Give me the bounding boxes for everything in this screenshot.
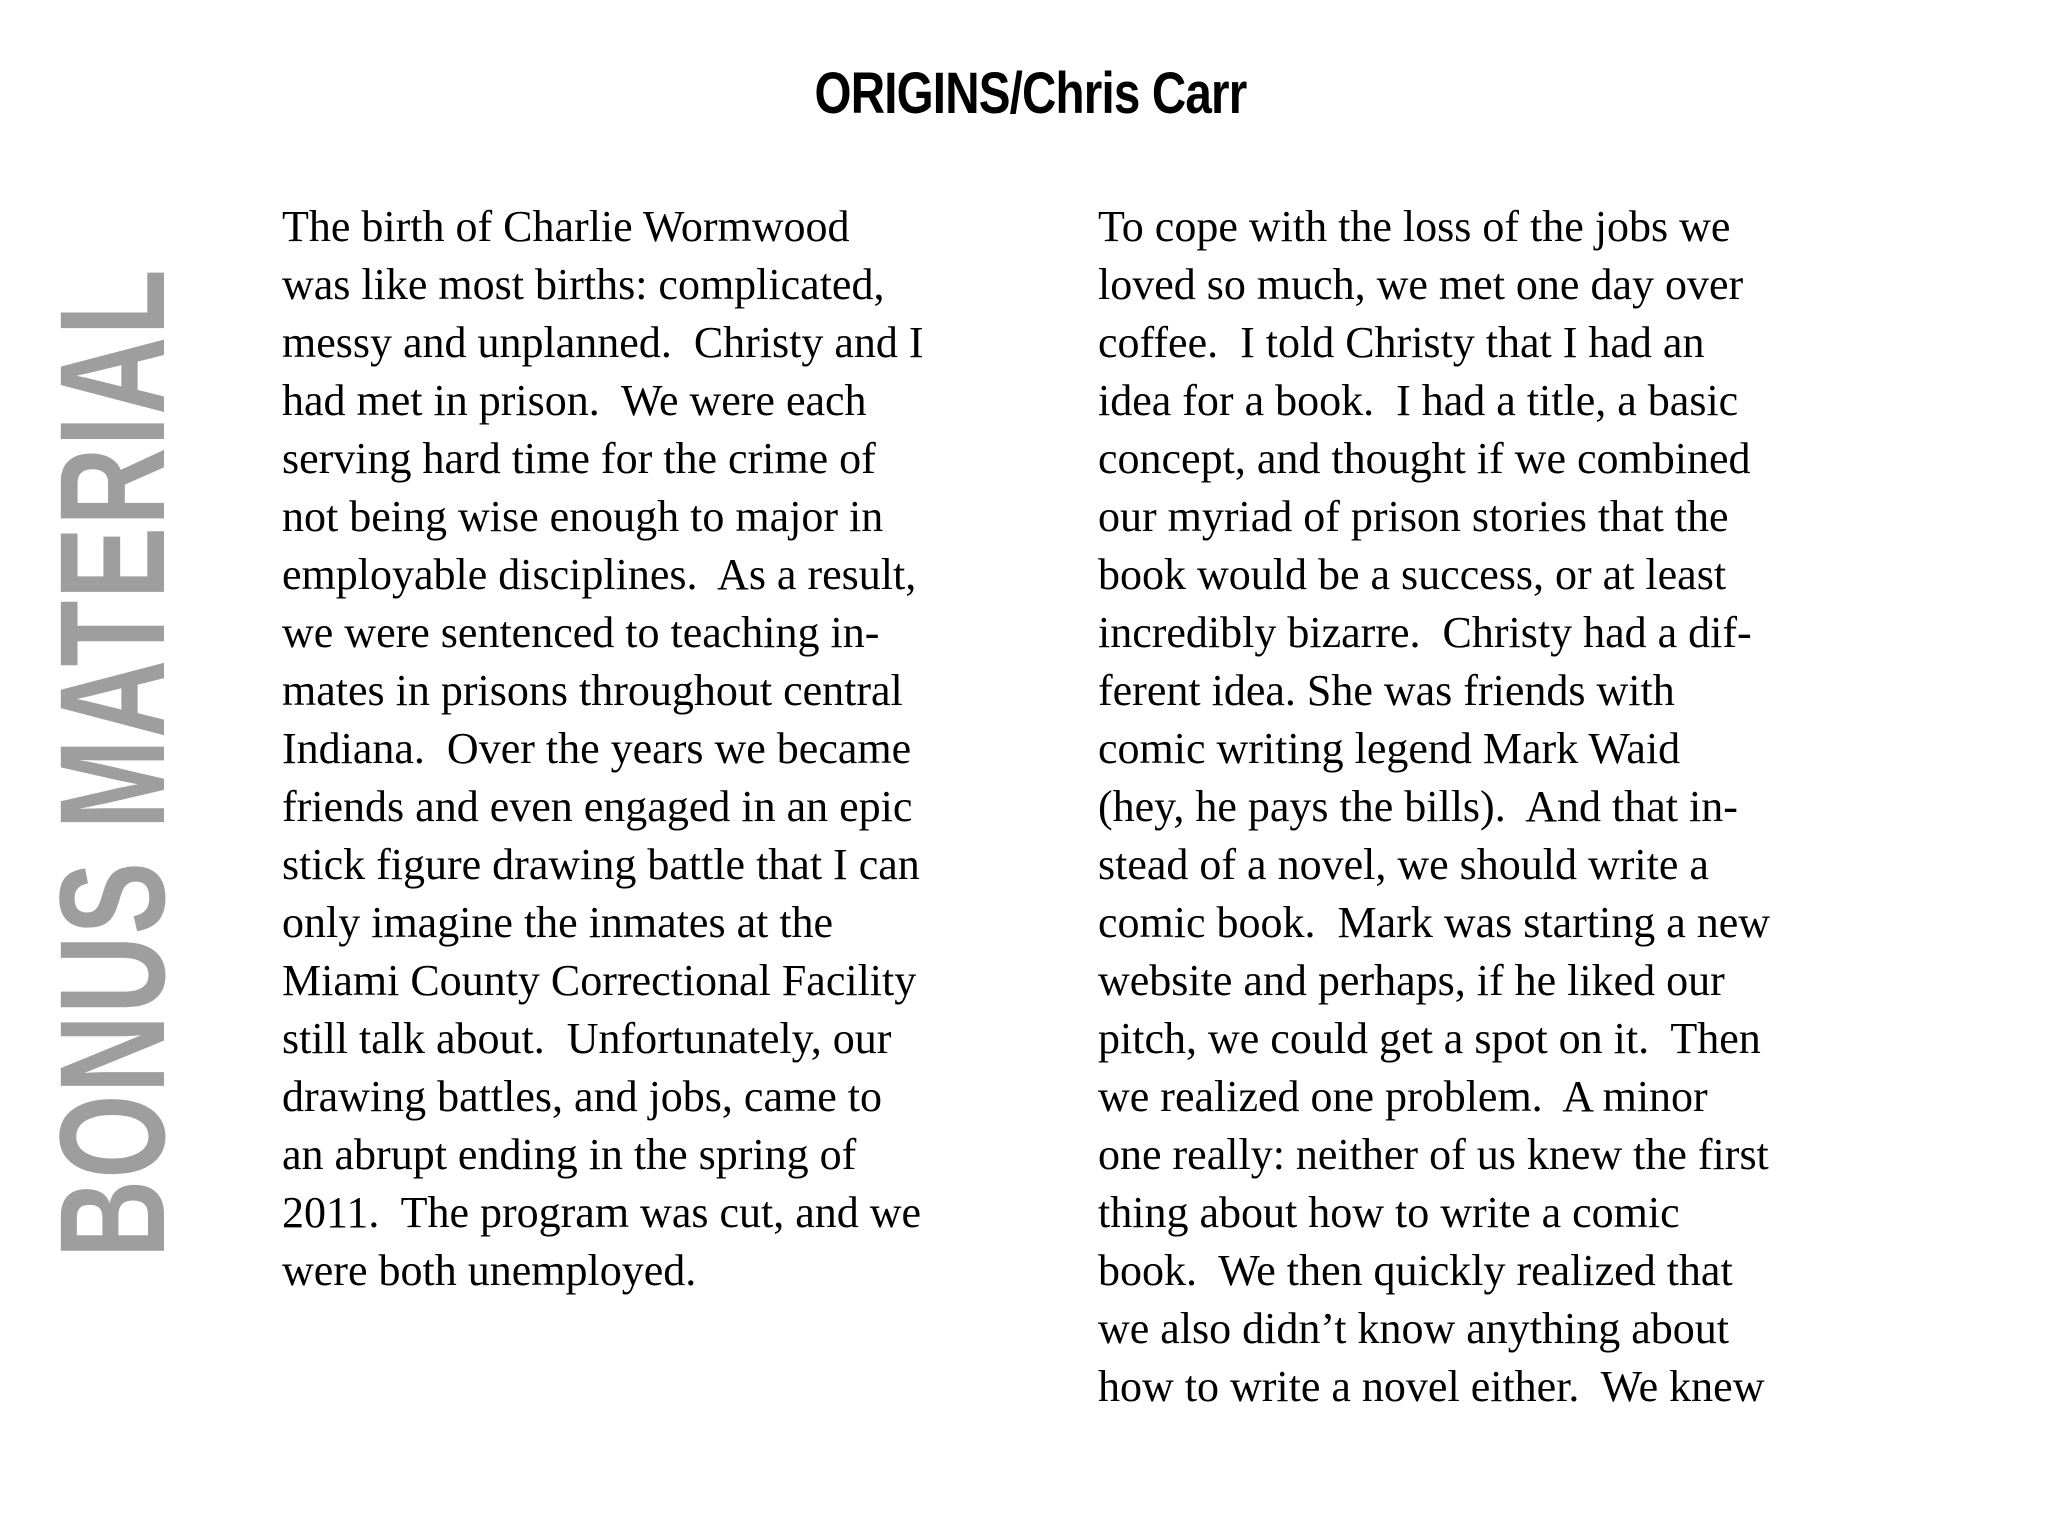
side-label-text: BONUS MATERIAL [28,267,196,1258]
page-title: ORIGINS/Chris Carr [814,61,1247,126]
bonus-material-side-label [28,198,196,1258]
article-left-column: The birth of Charlie Wormwood was like most births: complicated, messy and unplanned. Christy and I had met in prison. We were each serving hard time for the crime of not being wise enough to major in employable disciplines. As a result, we were sentenced to teaching in- mates in prisons throughout central Indiana. Over the years we became friends and even engaged in an epic stick figure drawing battle that I can only imagine the inmates at the Miami County Correctional Facility still talk about. Unfortunately, our drawing battles, and jobs, came to an abrupt ending in the spring of 2011. The program was cut, and we were both unemployed. [282,202,924,1295]
article-right-column: To cope with the loss of the jobs we loved so much, we met one day over coffee. I told Christy that I had an idea for a book. I had a title, a basic concept, and thought if we combined our myriad of prison stories that the book would be a success, or at least incredibly bizarre. Christy had a dif- ferent idea. She was friends with comic writing legend Mark Waid (hey, he pays the bills). And that in- stead of a novel, we should write a comic book. Mark was starting a new website and perhaps, if he liked our pitch, we could get a spot on it. Then we realized one problem. A minor one really: neither of us knew the first thing about how to write a comic book. We then quickly realized that we also didn’t know anything about how to write a novel either. We knew [1098,202,1771,1411]
